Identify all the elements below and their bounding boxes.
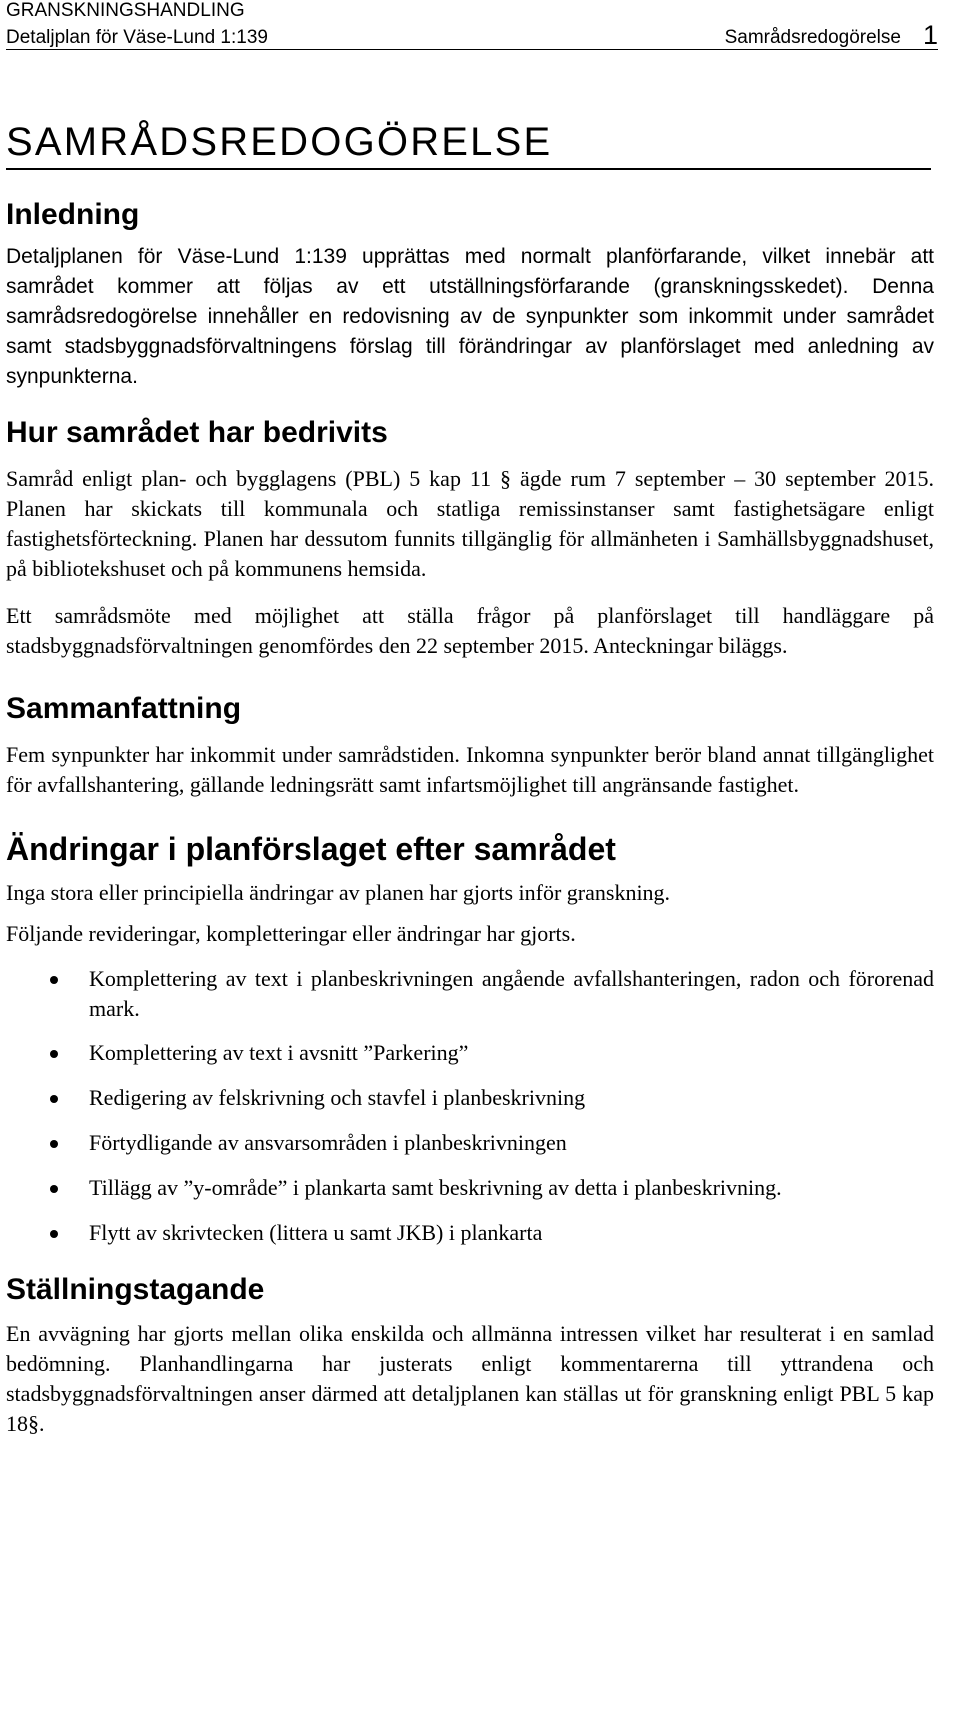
list-item-text: Förtydligande av ansvarsområden i planbeskrivningen (89, 1130, 567, 1155)
document-title: SAMRÅDSREDOGÖRELSE (6, 118, 931, 170)
list-item (6, 1128, 934, 1158)
list-item-text: Redigering av felskrivning och stavfel i planbeskrivning (89, 1085, 586, 1110)
bullet-icon (50, 1230, 58, 1238)
heading-andringar: Ändringar i planförslaget efter samrådet (6, 831, 616, 867)
page-header (6, 0, 938, 49)
bullet-icon (50, 976, 58, 984)
bullet-icon (50, 1095, 58, 1103)
header-rule (6, 49, 938, 50)
page-number: 1 (922, 20, 938, 50)
list-item-text: Komplettering av text i planbeskrivningen angående avfallshanteringen, radon och förorenad mark. (89, 966, 934, 1021)
list-item (6, 964, 934, 1024)
paragraph-bedrivits-2: Ett samrådsmöte med möjlighet att ställa frågor på planförslaget till handläggare på stadsbyggnadsförvaltningen genomfördes den 22 september 2015. Anteckningar biläggs. (6, 603, 934, 658)
paragraph-stallningstagande: En avvägning har gjorts mellan olika enskilda och allmänna intressen vilket har resulterat i en samlad bedömning. Planhandlingarna har justerats enligt kommentarerna till yttrandena och stadsbyggnadsförvaltningen anser därmed att detaljplanen kan ställas ut för granskning enligt PBL 5 kap 18§. (6, 1321, 934, 1436)
bullet-icon (50, 1140, 58, 1148)
list-item-text: Flytt av skrivtecken (littera u samt JKB) i plankarta (89, 1220, 543, 1245)
paragraph-bedrivits-1: Samråd enligt plan- och bygglagens (PBL) 5 kap 11 § ägde rum 7 september – 30 september 2015. Planen har skickats till kommunala och statliga remissinstanser samt fastighetsägare enligt fastighetsförteckning. Planen har dessutom funnits tillgänglig för allmänheten i Samhällsbyggnadshuset, på bibliotekshuset och på kommunens hemsida. (6, 466, 934, 581)
header-row (6, 22, 938, 49)
list-item (6, 1173, 934, 1203)
heading-stallningstagande: Ställningstagande (6, 1273, 265, 1306)
list-item (6, 1083, 934, 1113)
header-plan-name: Detaljplan för Väse-Lund 1:139 (6, 27, 268, 48)
list-item-text: Tillägg av ”y-område” i plankarta samt beskrivning av detta i planbeskrivning. (89, 1175, 782, 1200)
heading-inledning: Inledning (6, 198, 140, 231)
list-item (6, 1038, 934, 1068)
paragraph-andringar-2: Följande revideringar, kompletteringar eller ändringar har gjorts. (6, 921, 576, 946)
heading-sammanfattning: Sammanfattning (6, 692, 242, 725)
bullet-icon (50, 1050, 58, 1058)
list-item-text: Komplettering av text i avsnitt ”Parkering” (89, 1040, 469, 1065)
header-right (725, 22, 938, 49)
paragraph-inledning: Detaljplanen för Väse-Lund 1:139 upprättas med normalt planförfarande, vilket innebär att samrådet kommer att följas av ett utställningsförfarande (granskningsskedet). Denna samrådsredogörelse innehåller en redovisning av de synpunkter som inkommit under samrådet samt stadsbyggnadsförvaltningens förslag till förändringar av planförslaget med anledning av synpunkterna. (6, 245, 934, 388)
heading-bedrivits: Hur samrådet har bedrivits (6, 416, 388, 449)
paragraph-andringar-1: Inga stora eller principiella ändringar av planen har gjorts inför granskning. (6, 880, 671, 905)
bullet-icon (50, 1185, 58, 1193)
list-item (6, 1218, 934, 1248)
paragraph-sammanfattning: Fem synpunkter har inkommit under samrådstiden. Inkomna synpunkter berör bland annat tillgänglighet för avfallshantering, gällande ledningsrätt samt infartsmöjlighet till angränsande fastighet. (6, 742, 934, 797)
document-body (6, 198, 934, 1439)
header-doc-type: Samrådsredogörelse (724, 27, 901, 48)
header-status: GRANSKNINGSHANDLING (6, 0, 245, 21)
changes-list (6, 964, 934, 1248)
